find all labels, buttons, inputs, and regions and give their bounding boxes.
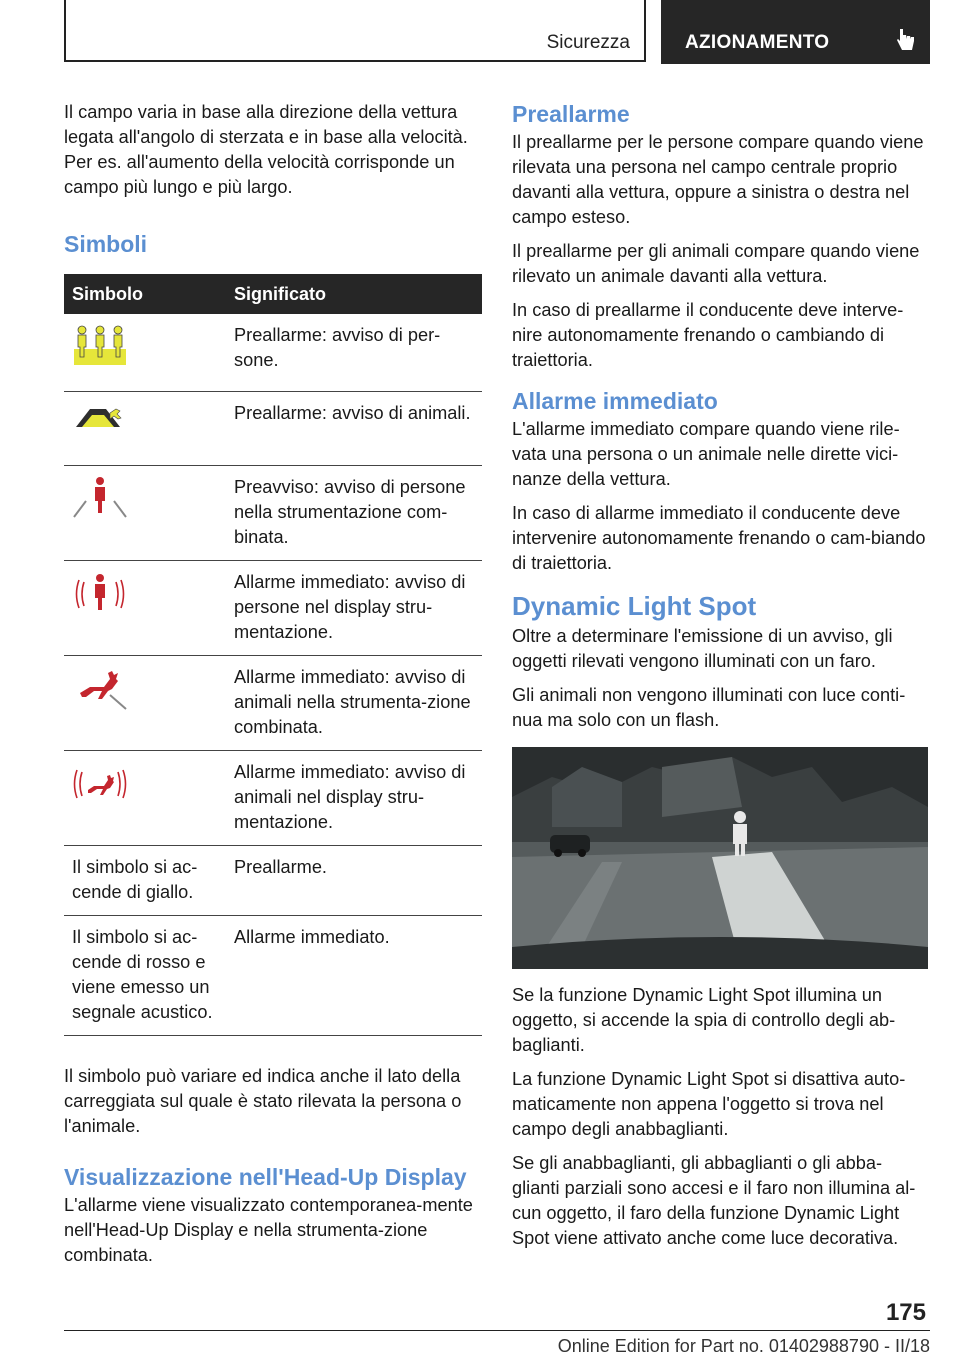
preallarme-paragraph-1: Il preallarme per le persone compare quando viene rilevata una persona nel campo centrale proprio davanti alla vettura, oppure a sinistra o destra nel campo esteso. (512, 132, 924, 227)
symbol-cell (64, 314, 226, 391)
night-road-illustration (512, 747, 928, 969)
footer-divider (64, 1330, 930, 1331)
hud-heading: Visualizzazione nell'Head-Up Display (64, 1163, 467, 1190)
hand-pointer-icon (896, 27, 916, 53)
table-row (64, 560, 482, 655)
person-prewarning-icon (72, 475, 128, 521)
symbol-cell (64, 655, 226, 750)
section-tab (64, 0, 646, 62)
dls-paragraph-4: La funzione Dynamic Light Spot si disattiva auto-maticamente non appena l'oggetto si trova nel campo degli anabbaglianti. (512, 1069, 906, 1139)
dls-paragraph-5: Se gli anabbaglianti, gli abbaglianti o gli abba-glianti parziali sono accesi e il faro non illumina al-cun oggetto, il faro della funzione Dynamic Light Spot viene attivato anche come luce decorativa. (512, 1153, 916, 1248)
table-row (64, 915, 482, 1035)
table-header-symbol: Simbolo (64, 274, 226, 314)
meaning-cell: Allarme immediato: avviso di animali nel display stru-mentazione. (226, 750, 482, 845)
immediato-heading: Allarme immediato (512, 388, 718, 414)
preallarme-paragraph-2: Il preallarme per gli animali compare quando viene rilevato un animale davanti alla vettura. (512, 241, 920, 286)
symbol-cell (64, 560, 226, 655)
table-row (64, 314, 482, 391)
dls-paragraph-3: Se la funzione Dynamic Light Spot illumina un oggetto, si accende la spia di controllo degli ab-baglianti. (512, 985, 896, 1055)
table-row (64, 750, 482, 845)
table-row (64, 391, 482, 465)
symbol-cell: Il simbolo si ac-cende di rosso e viene emesso un segnale acustico. (64, 915, 226, 1035)
meaning-cell: Allarme immediato: avviso di persone nel display stru-mentazione. (226, 560, 482, 655)
table-row (64, 655, 482, 750)
chapter-tab (661, 0, 930, 64)
right-column (512, 100, 928, 1260)
table-header-meaning: Significato (226, 274, 482, 314)
page-header (64, 0, 930, 64)
page-number: 175 (885, 1299, 926, 1326)
animal-warning-icon (72, 401, 128, 431)
meaning-cell: Allarme immediato: avviso di animali nella strumenta-zione combinata. (226, 655, 482, 750)
meaning-cell: Allarme immediato. (226, 915, 482, 1035)
meaning-cell: Preallarme: avviso di per-sone. (226, 314, 482, 391)
after-table-paragraph: Il simbolo può variare ed indica anche il lato della carreggiata sul quale è stato rilevata la persona o l'animale. (64, 1065, 462, 1136)
table-row (64, 465, 482, 560)
simboli-heading: Simboli (64, 231, 148, 257)
hud-paragraph: L'allarme viene visualizzato contemporanea-mente nell'Head-Up Display e nella strumenta-zione combinata. (64, 1194, 473, 1265)
table-header-row (64, 274, 482, 314)
immediato-paragraph-2: In caso di allarme immediato il conducente deve intervenire autonomamente frenando o cam-biando di traiettoria. (512, 503, 926, 573)
meaning-cell: Preallarme. (226, 845, 482, 915)
dls-paragraph-2: Gli animali non vengono illuminati con luce conti-nua ma solo con un flash. (512, 685, 906, 730)
table-row (64, 845, 482, 915)
meaning-cell: Preavviso: avviso di persone nella strumentazione com-binata. (226, 465, 482, 560)
persons-warning-icon (72, 323, 128, 367)
chapter-label: AZIONAMENTO (685, 32, 830, 53)
preallarme-heading: Preallarme (512, 101, 630, 127)
section-label: Sicurezza (546, 32, 630, 53)
preallarme-paragraph-3: In caso di preallarme il conducente deve interve-nire autonomamente frenando o cambiando di traiettoria. (512, 300, 904, 370)
dls-paragraph-1: Oltre a determinare l'emissione di un avviso, gli oggetti rilevati vengono illuminati con un faro. (512, 626, 893, 671)
immediato-paragraph-1: L'allarme immediato compare quando viene rile-vata una persona o un animale nelle dirette vici-nanze della vettura. (512, 419, 900, 489)
meaning-cell: Preallarme: avviso di animali. (226, 391, 482, 465)
symbol-cell (64, 750, 226, 845)
symbol-cell (64, 465, 226, 560)
symbol-cell: Il simbolo si ac-cende di giallo. (64, 845, 226, 915)
dls-heading: Dynamic Light Spot (512, 591, 757, 621)
intro-paragraph: Il campo varia in base alla direzione della vettura legata all'angolo di sterzata e in base alla velocità. Per es. all'aumento della velocità corrisponde un campo più lungo e più largo. (64, 102, 468, 197)
deer-display-warning-icon (72, 760, 128, 806)
left-column (64, 100, 482, 1277)
symbol-cell (64, 391, 226, 465)
edition-footer: Online Edition for Part no. 01402988790 - II/18 (557, 1336, 930, 1356)
deer-acute-warning-icon (72, 665, 128, 711)
person-acute-warning-icon (72, 570, 128, 616)
symbols-table (64, 274, 482, 1036)
